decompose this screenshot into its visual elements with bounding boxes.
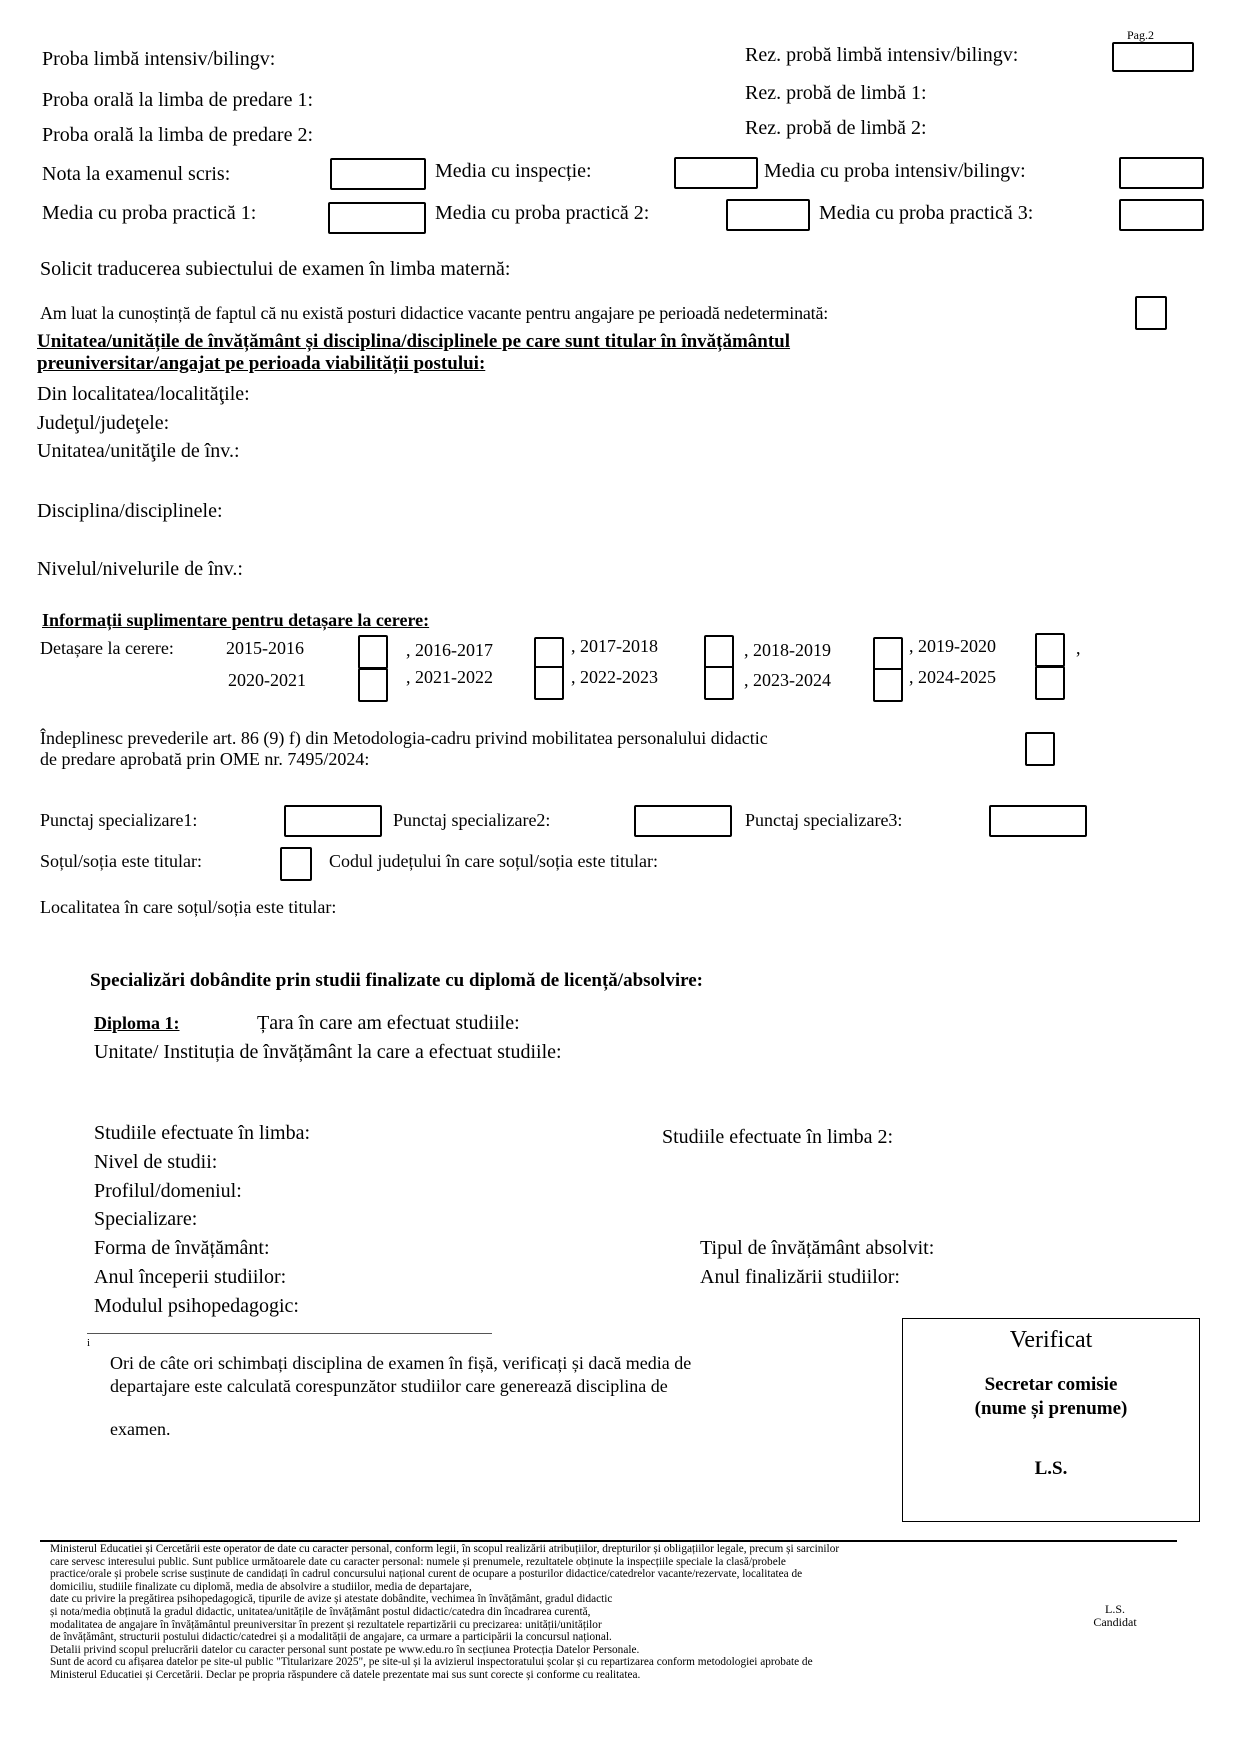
media-intensiv-field[interactable] <box>1119 157 1204 189</box>
rez-proba-limba-intensiv-field[interactable] <box>1112 42 1194 72</box>
label-punctaj-spec1: Punctaj specializare1: <box>40 810 198 830</box>
year-2020-2021: 2020-2021 <box>228 670 306 690</box>
label-media-practica-3: Media cu proba practică 3: <box>819 202 1034 224</box>
verificat-title: Verificat <box>1009 1327 1093 1353</box>
verificat-stamp: L.S. <box>1034 1458 1068 1479</box>
media-practica-2-field[interactable] <box>726 199 810 231</box>
label-localitate-sot: Localitatea în care soțul/soția este titular: <box>40 897 337 917</box>
year-2023-2024: , 2023-2024 <box>744 670 831 690</box>
media-practica-1-field[interactable] <box>328 202 426 234</box>
sot-titular-checkbox[interactable] <box>280 847 312 881</box>
legal-line: Sunt de acord cu afișarea datelor pe site-ul public "Titularizare 2025", pe site-ul și la avizierul inspectoratului școlar și cu repartizarea conform metodologiei aprobate de <box>50 1656 813 1669</box>
media-inspectie-field[interactable] <box>674 157 758 189</box>
checkbox-2020-2021[interactable] <box>358 668 388 702</box>
year-2022-2023: , 2022-2023 <box>571 667 658 687</box>
legal-line: Detalii privind scopul prelucrării datelor cu caracter personal sunt postate pe www.edu.ro în secțiunea Protecția Datelor Personale. <box>50 1643 640 1656</box>
candidate-stamp <box>1060 1603 1170 1629</box>
label-punctaj-spec3: Punctaj specializare3: <box>745 810 903 830</box>
art86-checkbox[interactable] <box>1025 732 1055 766</box>
label-tipul: Tipul de învățământ absolvit: <box>700 1237 935 1259</box>
titular-section-heading-line2: preuniversitar/angajat pe perioada viabilității postului: <box>37 353 486 374</box>
legal-line: modalitatea de angajare în învățământul preuniversitar în prezent și rezultatele repartizării cu precizarea: unității/unităților <box>50 1618 602 1631</box>
verificat-name: (nume și prenume) <box>974 1398 1128 1419</box>
verificat-box <box>902 1318 1200 1522</box>
am-luat-cunostinta-checkbox[interactable] <box>1135 296 1167 330</box>
legal-line: Ministerul Educatiei și Cercetării. Declar pe propria răspundere că datele prezentate mai sus sunt corecte și conforme cu realitatea. <box>50 1668 641 1681</box>
label-rez-proba-limba-1: Rez. probă de limbă 1: <box>745 82 927 104</box>
checkbox-2018-2019[interactable] <box>873 637 903 671</box>
label-media-practica-2: Media cu proba practică 2: <box>435 202 650 224</box>
label-media-intensiv: Media cu proba intensiv/bilingv: <box>764 160 1026 182</box>
trailing-comma: , <box>1076 638 1081 658</box>
label-traducere: Solicit traducerea subiectului de examen în limba maternă: <box>40 258 511 280</box>
detasare-heading: Informații suplimentare pentru detașare la cerere: <box>42 610 430 630</box>
checkbox-2021-2022[interactable] <box>534 666 564 700</box>
punctaj-spec3-field[interactable] <box>989 805 1087 837</box>
label-sot-titular: Soțul/soția este titular: <box>40 851 202 871</box>
label-cod-judet-sot: Codul județului în care soțul/soția este titular: <box>329 851 658 871</box>
year-2024-2025: , 2024-2025 <box>909 667 996 687</box>
label-anul-finalizarii: Anul finalizării studiilor: <box>700 1266 900 1288</box>
punctaj-spec2-field[interactable] <box>634 805 732 837</box>
footnote-separator <box>87 1333 492 1334</box>
page-number: Pag.2 <box>1127 28 1154 42</box>
year-2017-2018: , 2017-2018 <box>571 636 658 656</box>
label-localitate: Din localitatea/localităţile: <box>37 383 250 405</box>
legal-line: care servesc interesului public. Sunt publice următoarele date cu caracter personal: numele și prenumele, rezultatele obținute la inspecțiile speciale la clasă/probele <box>50 1555 786 1568</box>
verificat-role: Secretar comisie <box>984 1374 1118 1395</box>
label-nota-examen-scris: Nota la examenul scris: <box>42 163 231 185</box>
diploma-1-label: Diploma 1: <box>94 1013 180 1033</box>
legal-line: și nota/media obținută la gradul didactic, unitatea/unitățile de învățământ postul didactic/catedra din încadrarea curentă, <box>50 1605 591 1618</box>
label-limba2: Studiile efectuate în limba 2: <box>662 1126 894 1148</box>
media-practica-3-field[interactable] <box>1119 199 1204 231</box>
year-2015-2016: 2015-2016 <box>226 638 304 658</box>
legal-line: domiciliu, studiile finalizate cu diplomă, media de absolvire a studiilor, media de departajare, <box>50 1580 472 1593</box>
label-profil: Profilul/domeniul: <box>94 1180 242 1202</box>
candidate-stamp-label: Candidat <box>1093 1615 1137 1629</box>
label-tara: Țara în care am efectuat studiile: <box>257 1012 520 1034</box>
year-2018-2019: , 2018-2019 <box>744 640 831 660</box>
label-detasare: Detașare la cerere: <box>40 638 174 658</box>
legal-line: Ministerul Educatiei și Cercetării este operator de date cu caracter personal, conform legii, în scopul realizării atribuțiilor, drepturilor și obligațiilor legale, precum și sarcinilor <box>50 1543 840 1555</box>
footnote-line3: examen. <box>110 1419 171 1439</box>
label-modul: Modulul psihopedagogic: <box>94 1295 299 1317</box>
label-limba: Studiile efectuate în limba: <box>94 1122 311 1144</box>
label-rez-proba-limba-intensiv: Rez. probă limbă intensiv/bilingv: <box>745 44 1019 66</box>
footnote-line2: departajare este calculată corespunzător studiilor care generează disciplina de <box>110 1376 668 1396</box>
label-disciplina: Disciplina/disciplinele: <box>37 500 223 522</box>
label-nivel-studii: Nivel de studii: <box>94 1151 218 1173</box>
legal-top-rule <box>40 1540 1177 1542</box>
art86-line1: Îndeplinesc prevederile art. 86 (9) f) din Metodologia-cadru privind mobilitatea personalului didactic <box>40 728 768 748</box>
label-forma: Forma de învățământ: <box>94 1237 270 1259</box>
label-judet: Judeţul/judeţele: <box>37 412 170 434</box>
year-2016-2017: , 2016-2017 <box>406 640 493 660</box>
checkbox-2015-2016[interactable] <box>358 635 388 669</box>
footnote-line1: Ori de câte ori schimbați disciplina de examen în fișă, verificați și dacă media de <box>110 1353 692 1373</box>
label-am-luat-cunostinta: Am luat la cunoștință de faptul că nu există posturi didactice vacante pentru angajare pe perioadă nedeterminată: <box>40 303 829 323</box>
year-2019-2020: , 2019-2020 <box>909 636 996 656</box>
label-nivel: Nivelul/nivelurile de înv.: <box>37 558 243 580</box>
legal-text <box>50 1543 839 1682</box>
art86-line2: de predare aprobată prin OME nr. 7495/2024: <box>40 749 370 769</box>
label-unitate-studii: Unitate/ Instituția de învățământ la care a efectuat studiile: <box>94 1041 562 1063</box>
checkbox-2022-2023[interactable] <box>704 666 734 700</box>
label-proba-orala-1: Proba orală la limba de predare 1: <box>42 89 313 111</box>
label-proba-orala-2: Proba orală la limba de predare 2: <box>42 124 313 146</box>
label-unitate: Unitatea/unităţile de înv.: <box>37 440 240 462</box>
specializari-heading: Specializări dobândite prin studii finalizate cu diplomă de licență/absolvire: <box>90 970 703 991</box>
candidate-stamp-ls: L.S. <box>1104 1602 1125 1616</box>
year-2021-2022: , 2021-2022 <box>406 667 493 687</box>
checkbox-2017-2018[interactable] <box>704 635 734 669</box>
label-anul-inceperii: Anul începerii studiilor: <box>94 1266 287 1288</box>
checkbox-2023-2024[interactable] <box>873 668 903 702</box>
label-punctaj-spec2: Punctaj specializare2: <box>393 810 551 830</box>
nota-examen-scris-field[interactable] <box>330 158 426 190</box>
checkbox-2024-2025[interactable] <box>1035 666 1065 700</box>
label-media-inspectie: Media cu inspecție: <box>435 160 592 182</box>
label-rez-proba-limba-2: Rez. probă de limbă 2: <box>745 117 927 139</box>
label-specializare: Specializare: <box>94 1208 198 1230</box>
titular-section-heading-line1: Unitatea/unitățile de învățământ și disciplina/disciplinele pe care sunt titular în învățământul <box>37 331 791 352</box>
legal-line: de învățământ, structurii postului didactic/catedrei și a modalității de angajare, ca urmare a participării la concursul național. <box>50 1631 612 1644</box>
legal-line: date cu privire la pregătirea psihopedagogică, tipurile de avize și atestate dobândite, vechimea în învățământ, gradul didactic <box>50 1593 613 1606</box>
legal-line: practice/orale și probele scrise susținute de candidați în cadrul concursului național curent de ocupare a posturilor didactice/catedrelor vacante/rezervate, localitatea de <box>50 1568 803 1581</box>
footnote-marker: i <box>87 1337 91 1349</box>
checkbox-2019-2020[interactable] <box>1035 633 1065 667</box>
punctaj-spec1-field[interactable] <box>284 805 382 837</box>
label-proba-limba-intensiv: Proba limbă intensiv/bilingv: <box>42 48 276 70</box>
label-media-practica-1: Media cu proba practică 1: <box>42 202 257 224</box>
